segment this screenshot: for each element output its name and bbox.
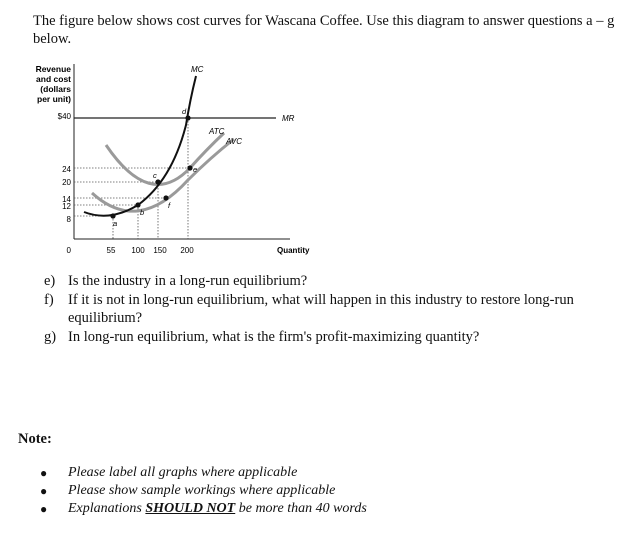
bullet-icon: ● — [40, 502, 48, 516]
question-f-text: If it is not in long-run equilibrium, what will happen in this industry to restore long-run equilibrium? — [68, 292, 574, 326]
point-b — [135, 202, 140, 207]
question-e — [44, 272, 634, 290]
mr-label: MR — [282, 114, 295, 123]
mc-curve — [84, 76, 196, 216]
x-axis-label: Quantity — [277, 246, 310, 255]
mc-label: MC — [191, 65, 204, 74]
x-tick-55: 55 — [106, 246, 116, 255]
y-axis-label-line1: Revenue — [35, 64, 71, 74]
question-f — [44, 291, 634, 327]
point-d — [185, 115, 190, 120]
point-c — [155, 179, 160, 184]
question-f-label: f) — [44, 292, 54, 308]
point-d-label: d — [182, 107, 187, 116]
y-tick-0: 0 — [66, 246, 71, 255]
question-list — [44, 272, 634, 347]
note-text: Please show sample workings where applicable — [68, 483, 336, 498]
y-tick-20: 20 — [62, 178, 71, 187]
cost-curves-figure — [0, 58, 641, 263]
avc-label: AVC — [226, 137, 243, 146]
point-a-label: a — [113, 219, 118, 228]
note-title: Note: — [18, 431, 52, 447]
notes-list — [40, 464, 367, 518]
point-b-label: b — [140, 208, 145, 217]
x-tick-200: 200 — [180, 246, 194, 255]
y-tick-40: $40 — [57, 112, 71, 121]
point-e — [187, 165, 192, 170]
y-axis-label-line4: per unit) — [37, 94, 71, 104]
y-tick-12: 12 — [62, 202, 71, 211]
note-item — [40, 464, 367, 482]
x-tick-150: 150 — [153, 246, 167, 255]
intro-text: The figure below shows cost curves for Wascana Coffee. Use this diagram to answer questions a – g below. — [33, 13, 615, 47]
point-c-label: c — [153, 171, 157, 180]
note-item — [40, 482, 367, 500]
y-axis-label-line3: (dollars — [40, 84, 71, 94]
guide-lines — [74, 118, 190, 239]
note-item — [40, 500, 367, 518]
y-tick-8: 8 — [66, 215, 71, 224]
point-a — [110, 213, 115, 218]
y-axis-label-line2: and cost — [36, 74, 71, 84]
question-e-label: e) — [44, 273, 56, 289]
question-g-label: g) — [44, 329, 57, 345]
note-text — [68, 500, 367, 518]
note-emphasis: SHOULD NOT — [145, 501, 236, 516]
note-text: Please label all graphs where applicable — [68, 465, 298, 480]
question-g-text: In long-run equilibrium, what is the firm's profit-maximizing quantity? — [68, 329, 480, 345]
question-e-text: Is the industry in a long-run equilibrium? — [68, 273, 308, 289]
y-tick-14: 14 — [62, 195, 71, 204]
avc-curve — [92, 139, 234, 211]
y-tick-24: 24 — [62, 165, 71, 174]
point-f-label: f — [168, 201, 171, 210]
point-f — [163, 195, 168, 200]
bullet-icon: ● — [40, 484, 48, 498]
atc-label: ATC — [209, 127, 225, 136]
question-g — [44, 328, 634, 346]
x-tick-100: 100 — [131, 246, 145, 255]
bullet-icon: ● — [40, 466, 48, 480]
point-e-label: e — [193, 165, 198, 174]
note-text-after: be more than 40 words — [235, 501, 367, 516]
note-text-before: Explanations — [68, 501, 146, 516]
